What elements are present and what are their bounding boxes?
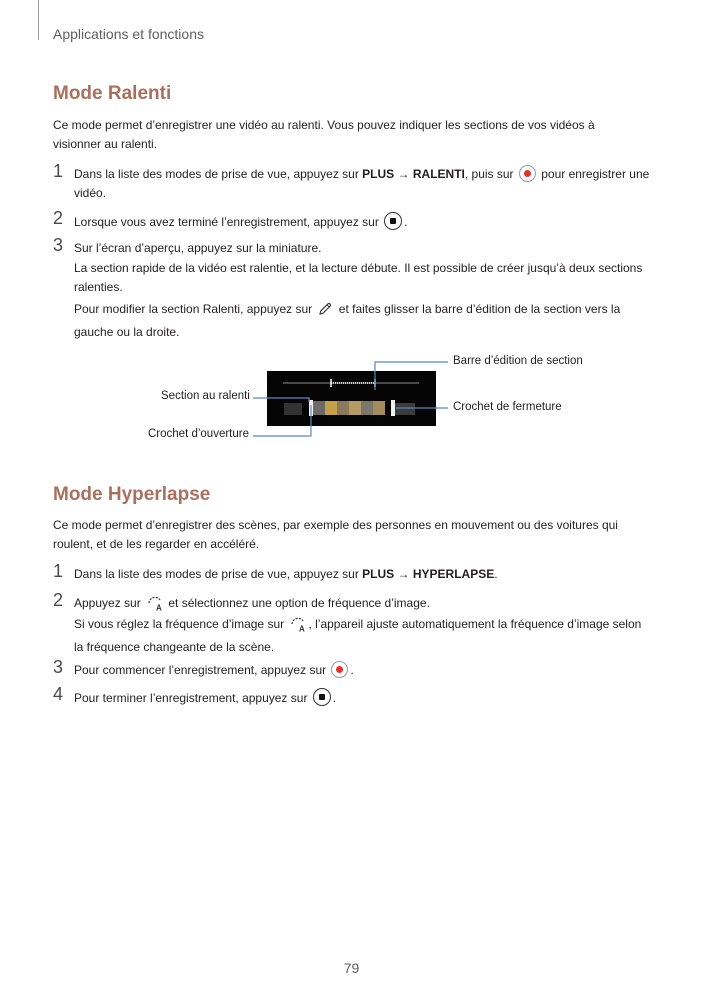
step-text-part: . <box>332 691 337 705</box>
step-number: 4 <box>53 684 64 704</box>
step-number: 2 <box>53 590 64 610</box>
note-line: gauche ou la droite. <box>74 325 180 339</box>
menu-plus-label: PLUS <box>362 567 395 581</box>
callout-close-bracket: Crochet de fermeture <box>453 401 562 413</box>
callout-edit-bar: Barre d’édition de section <box>453 355 583 367</box>
arrow-symbol: → <box>394 167 413 181</box>
frame-rate-auto-icon <box>146 594 163 617</box>
step-text-part: . <box>494 567 498 581</box>
note-line: la fréquence changeante de la scène. <box>74 640 275 654</box>
step-text-part: vidéo. <box>74 186 107 200</box>
step-text-part: Lorsque vous avez terminé l’enregistrement, appuyez sur <box>74 215 383 229</box>
intro-line: Ce mode permet d’enregistrer des scènes, par exemple des personnes en mouvement ou des voitures qui <box>53 518 618 532</box>
stop-button-icon <box>313 688 331 706</box>
step-text-part: Pour terminer l’enregistrement, appuyez sur <box>74 691 311 705</box>
note-part: Pour modifier la section Ralenti, appuyez sur <box>74 302 316 316</box>
svg-text:A: A <box>299 624 306 632</box>
step-number: 2 <box>53 208 64 228</box>
step-text-part: pour enregistrer une <box>537 167 650 181</box>
step-text <box>74 594 653 617</box>
hyperlapse-step-4 <box>53 684 653 708</box>
mode-ralenti-label: RALENTI <box>412 167 465 181</box>
note-part: , l’appareil ajuste automatiquement la fréquence d’image selon <box>308 617 642 631</box>
intro-line: visionner au ralenti. <box>53 137 158 151</box>
callout-open-bracket: Crochet d’ouverture <box>148 428 249 440</box>
note-line: La section rapide de la vidéo est ralentie, et la lecture débute. Il est possible de créer jusqu’à deux sections <box>74 261 643 275</box>
hyperlapse-step-2-note <box>74 615 654 657</box>
note-part: et faites glisser la barre d’édition de la section vers la <box>335 302 621 316</box>
arrow-symbol: → <box>394 567 413 581</box>
step-number: 1 <box>53 561 64 581</box>
menu-plus-label: PLUS <box>362 167 395 181</box>
section-title-hyperlapse: Mode Hyperlapse <box>53 484 211 505</box>
mode-hyperlapse-label: HYPERLAPSE <box>412 567 495 581</box>
step-text <box>74 688 653 708</box>
intro-line: roulent, et de les regarder en accéléré. <box>53 537 260 551</box>
intro-line: Ce mode permet d’enregistrer une vidéo au ralenti. Vous pouvez indiquer les sections de vos vidéos à <box>53 118 595 132</box>
record-button-icon <box>331 661 348 678</box>
callout-slow-section: Section au ralenti <box>161 390 250 402</box>
hyperlapse-intro <box>53 516 653 554</box>
step-text-part: Pour commencer l’enregistrement, appuyez sur <box>74 663 330 677</box>
step-text: Sur l’écran d’aperçu, appuyez sur la miniature. <box>74 241 322 255</box>
step-text-part: Dans la liste des modes de prise de vue, appuyez sur <box>74 567 363 581</box>
step-text <box>74 565 653 584</box>
step-text <box>74 661 653 680</box>
step-text-part: , puis sur <box>464 167 517 181</box>
section-header: Applications et fonctions <box>53 26 204 42</box>
note-part: Si vous réglez la fréquence d’image sur <box>74 617 288 631</box>
section-title-ralenti: Mode Ralenti <box>53 83 172 104</box>
svg-text:A: A <box>156 603 162 611</box>
page-number: 79 <box>343 960 360 976</box>
step-text-part: Appuyez sur <box>74 596 145 610</box>
hyperlapse-step-2 <box>53 590 653 617</box>
note-line: ralenties. <box>74 280 123 294</box>
step-text-part: Dans la liste des modes de prise de vue, appuyez sur <box>74 167 363 181</box>
step-number: 3 <box>53 235 64 255</box>
frame-rate-auto-icon <box>289 615 306 638</box>
step-number: 3 <box>53 657 64 677</box>
step-text-part: . <box>404 215 408 229</box>
step-text-part: et sélectionnez une option de fréquence d’image. <box>165 596 430 610</box>
hyperlapse-step-3 <box>53 657 653 680</box>
hyperlapse-step-1 <box>53 561 653 584</box>
step-number: 1 <box>53 161 64 181</box>
step-text-part: . <box>350 663 354 677</box>
